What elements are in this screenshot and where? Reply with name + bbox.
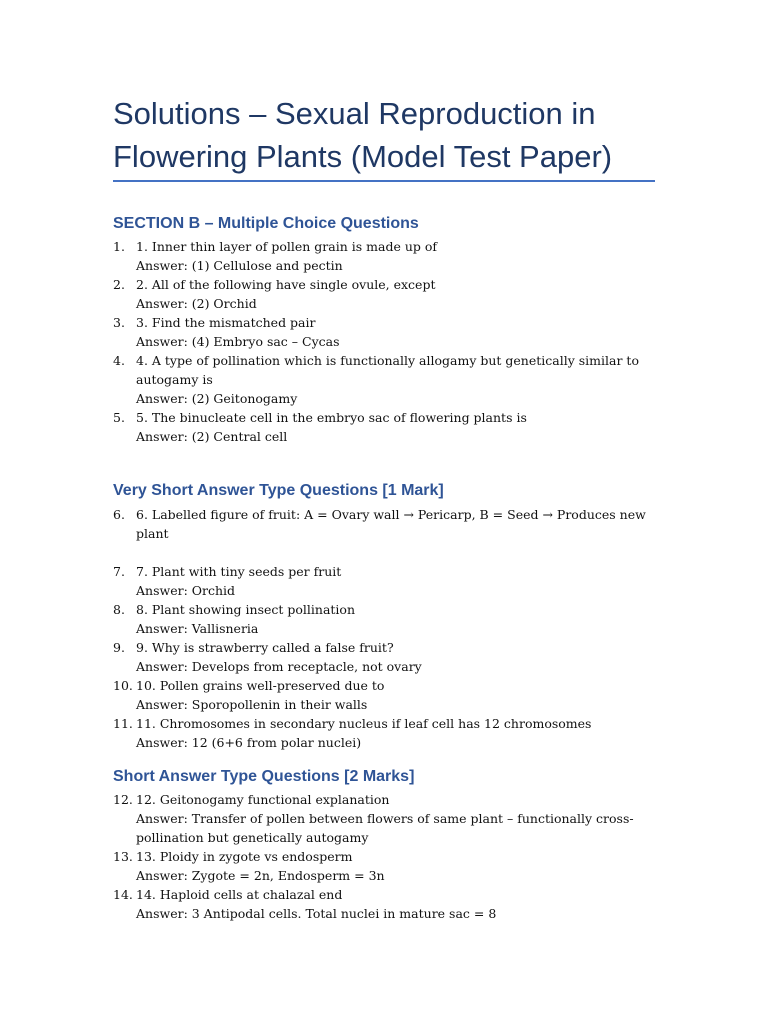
question-text: 8. Plant showing insect pollination — [136, 602, 356, 617]
answer-text: Answer: (2) Orchid — [136, 296, 257, 311]
item-number: 1. — [113, 239, 125, 254]
list-item — [113, 408, 673, 446]
question-text: 7. Plant with tiny seeds per fruit — [136, 564, 342, 579]
very-short-list — [113, 505, 673, 752]
list-item — [113, 505, 673, 562]
item-number: 10. — [113, 678, 133, 693]
list-item — [113, 790, 673, 847]
answer-text: Answer: Sporopollenin in their walls — [136, 697, 368, 712]
list-item — [113, 351, 673, 408]
section-heading-short: Short Answer Type Questions [2 Marks] — [113, 768, 415, 785]
page-title: Solutions – Sexual Reproduction in Flowering Plants (Model Test Paper) — [113, 96, 613, 174]
answer-text: Answer: Develops from receptacle, not ovary — [136, 659, 422, 674]
list-item — [113, 885, 673, 923]
item-number: 8. — [113, 602, 125, 617]
list-item — [113, 600, 673, 638]
answer-text: Answer: Vallisneria — [136, 621, 259, 636]
title-underline — [113, 180, 655, 182]
section-heading-mcq: SECTION B – Multiple Choice Questions — [113, 215, 419, 232]
list-item — [113, 275, 673, 313]
short-answer-list — [113, 790, 673, 923]
list-item — [113, 714, 673, 752]
question-text: 5. The binucleate cell in the embryo sac of flowering plants is — [136, 410, 527, 425]
item-number: 4. — [113, 353, 125, 368]
answer-text: Answer: Zygote = 2n, Endosperm = 3n — [136, 868, 385, 883]
item-number: 9. — [113, 640, 125, 655]
list-item — [113, 638, 673, 676]
list-item — [113, 237, 673, 275]
list-item — [113, 313, 673, 351]
mcq-list — [113, 237, 673, 446]
answer-text: Answer: (2) Geitonogamy — [136, 391, 298, 406]
item-number: 6. — [113, 507, 125, 522]
question-text: 10. Pollen grains well-preserved due to — [136, 678, 385, 693]
item-number: 11. — [113, 716, 133, 731]
list-item — [113, 562, 673, 600]
question-text: 4. A type of pollination which is functionally allogamy but genetically similar to autogamy is — [136, 353, 639, 387]
question-text: 13. Ploidy in zygote vs endosperm — [136, 849, 353, 864]
item-number: 3. — [113, 315, 125, 330]
question-text: 1. Inner thin layer of pollen grain is made up of — [136, 239, 438, 254]
section-heading-very-short: Very Short Answer Type Questions [1 Mark] — [113, 482, 444, 499]
question-text: 9. Why is strawberry called a false fruit? — [136, 640, 394, 655]
item-number: 7. — [113, 564, 125, 579]
answer-text: Answer: Transfer of pollen between flowers of same plant – functionally cross-pollination but genetically autogamy — [136, 811, 634, 845]
answer-text: Answer: 3 Antipodal cells. Total nuclei in mature sac = 8 — [136, 906, 497, 921]
question-text: 11. Chromosomes in secondary nucleus if leaf cell has 12 chromosomes — [136, 716, 592, 731]
list-item — [113, 676, 673, 714]
list-item — [113, 847, 673, 885]
blank-line — [136, 543, 673, 562]
answer-text: Answer: (1) Cellulose and pectin — [136, 258, 343, 273]
item-number: 5. — [113, 410, 125, 425]
answer-text: Answer: 12 (6+6 from polar nuclei) — [136, 735, 362, 750]
answer-text: Answer: (4) Embryo sac – Cycas — [136, 334, 340, 349]
item-number: 12. — [113, 792, 133, 807]
question-text: 2. All of the following have single ovule, except — [136, 277, 436, 292]
question-text: 12. Geitonogamy functional explanation — [136, 792, 390, 807]
item-number: 14. — [113, 887, 133, 902]
item-number: 2. — [113, 277, 125, 292]
question-text: 14. Haploid cells at chalazal end — [136, 887, 343, 902]
question-text: 3. Find the mismatched pair — [136, 315, 316, 330]
question-text: 6. Labelled figure of fruit: A = Ovary wall → Pericarp, B = Seed → Produces new plant — [136, 507, 646, 541]
item-number: 13. — [113, 849, 133, 864]
answer-text: Answer: Orchid — [136, 583, 236, 598]
answer-text: Answer: (2) Central cell — [136, 429, 288, 444]
